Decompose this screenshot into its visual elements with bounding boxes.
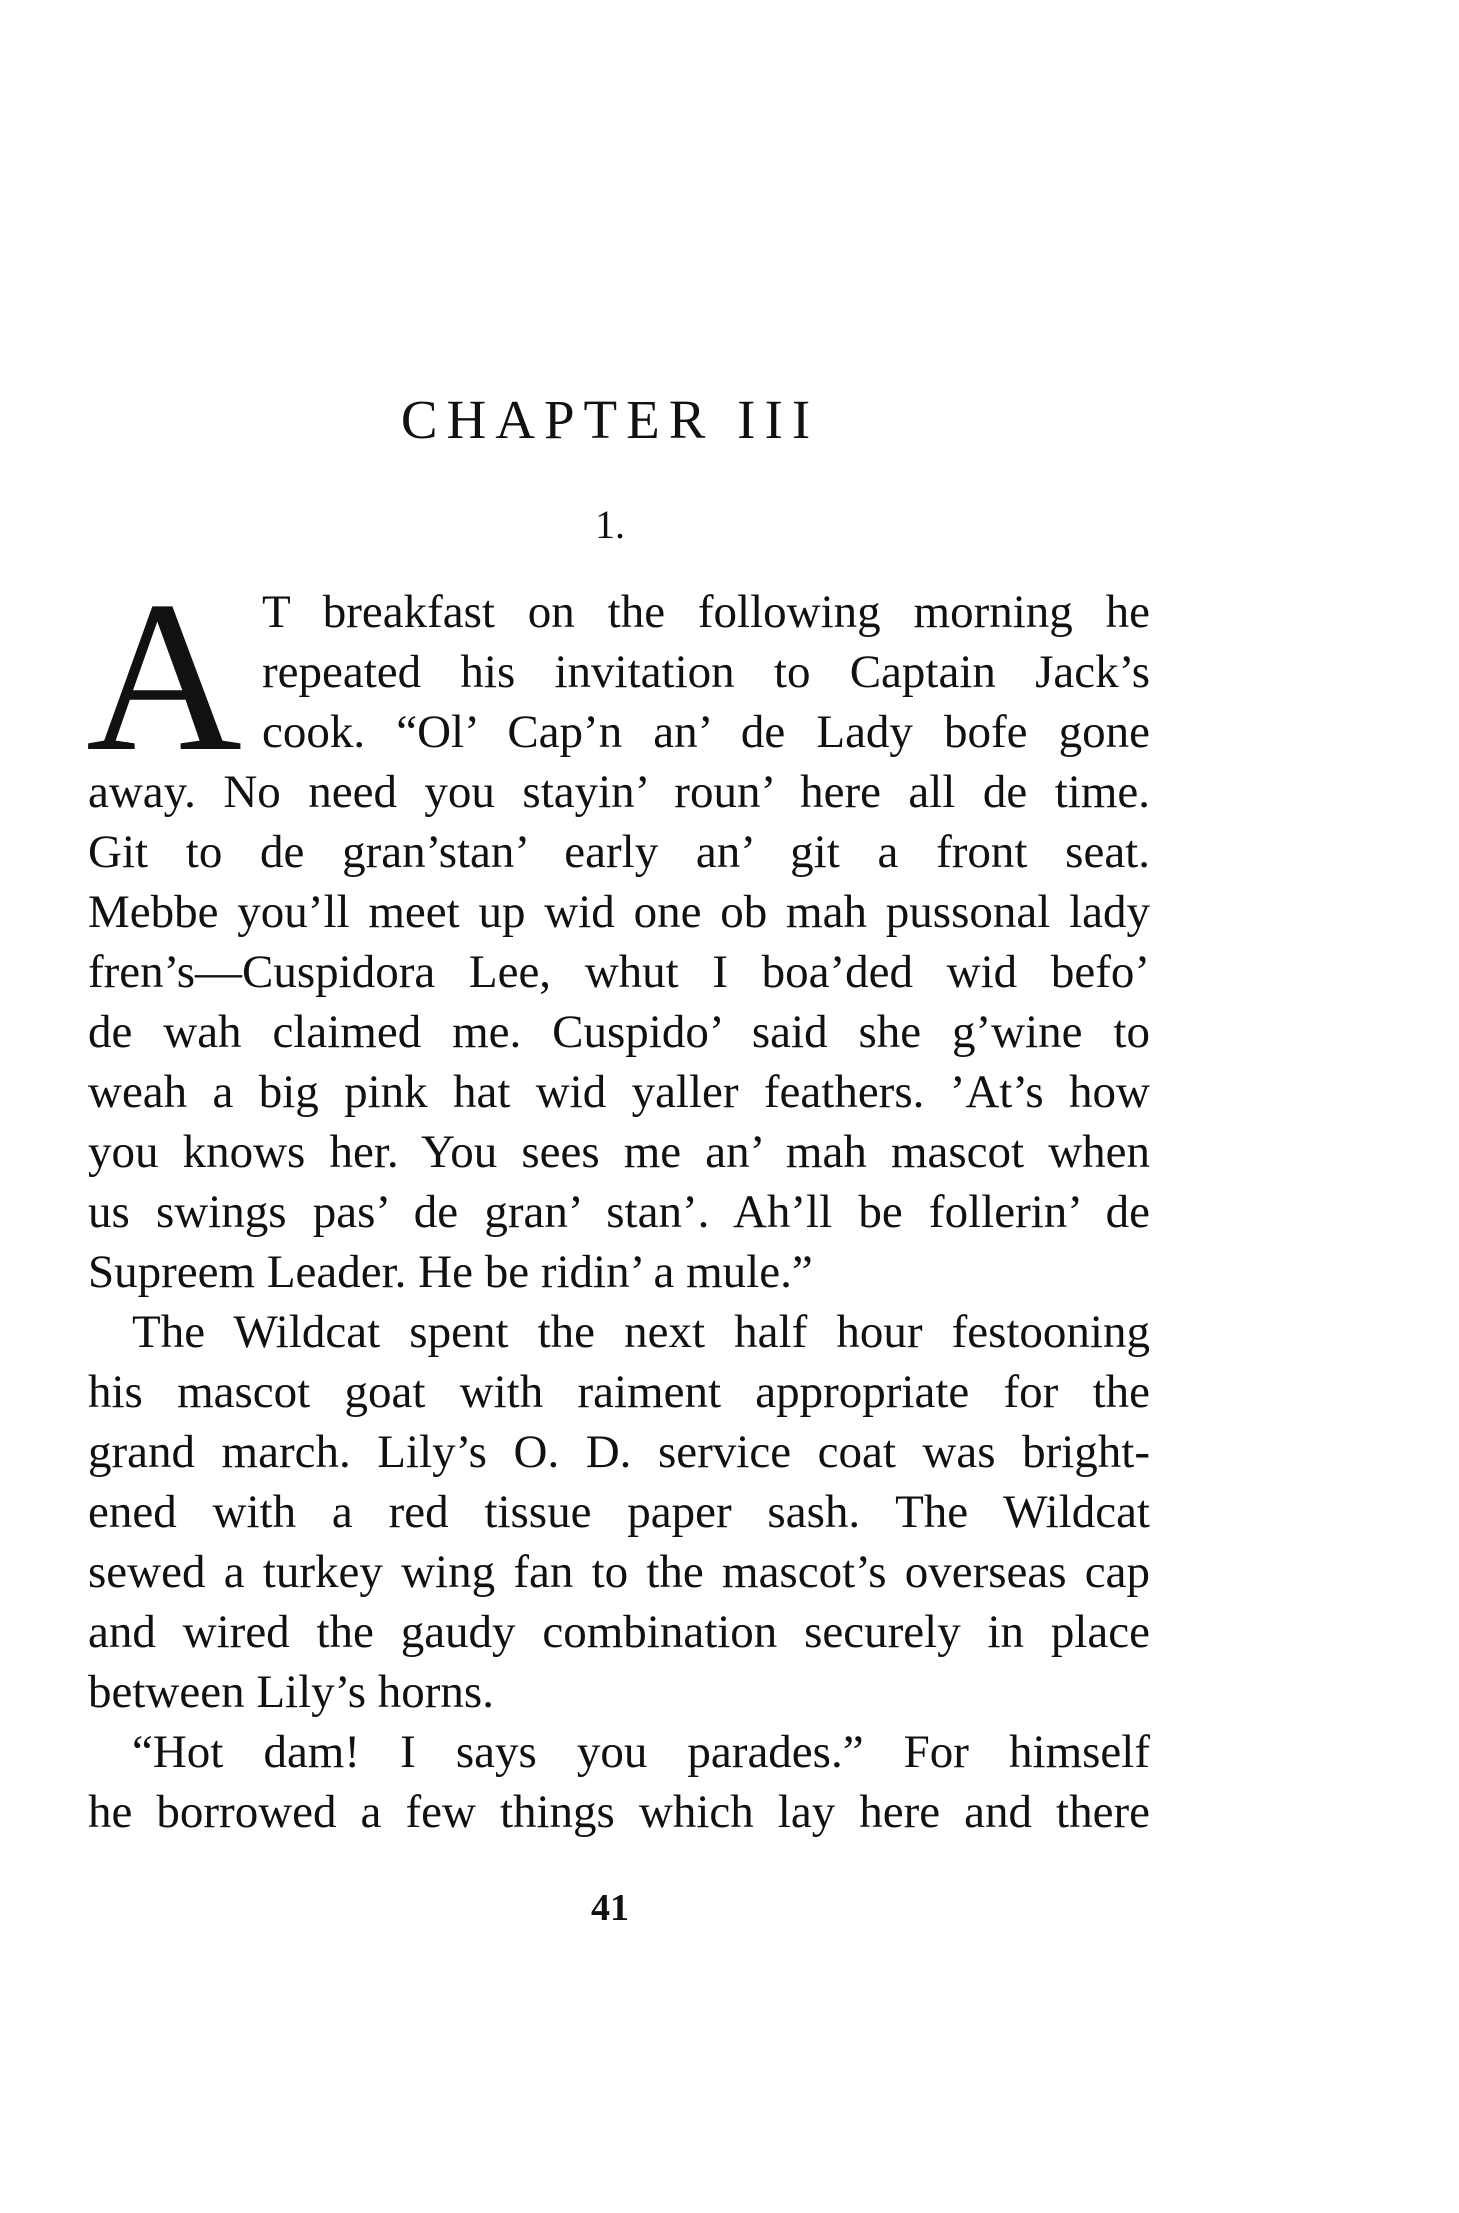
page-number: 41 <box>591 1887 629 1929</box>
chapter-heading: CHAPTER III <box>400 389 820 450</box>
text-line: cook. “Ol’ Cap’n an’ de Lady bofe gone <box>262 706 1150 758</box>
text-line: you knows her. You sees me an’ mah mascot when <box>88 1126 1150 1178</box>
drop-cap: A <box>86 557 242 796</box>
text-line: us swings pas’ de gran’ stan’. Ah’ll be follerin’ de <box>88 1186 1150 1238</box>
text-line: and wired the gaudy combination securely in place <box>88 1606 1150 1658</box>
text-line: “Hot dam! I says you parades.” For himself <box>132 1726 1150 1778</box>
text-line: weah a big pink hat wid yaller feathers. ’At’s how <box>88 1066 1150 1118</box>
text-line: Supreem Leader. He be ridin’ a mule.” <box>88 1246 813 1298</box>
text-line: Git to de gran’stan’ early an’ git a front seat. <box>88 826 1150 878</box>
text-line: Mebbe you’ll meet up wid one ob mah pussonal lady <box>88 886 1150 938</box>
text-line: T breakfast on the following morning he <box>262 586 1150 638</box>
text-line: he borrowed a few things which lay here and there <box>88 1786 1150 1838</box>
text-line: de wah claimed me. Cuspido’ said she g’wine to <box>88 1006 1150 1058</box>
text-line: his mascot goat with raiment appropriate for the <box>88 1366 1150 1418</box>
text-line: sewed a turkey wing fan to the mascot’s overseas cap <box>88 1546 1150 1598</box>
text-line: away. No need you stayin’ roun’ here all de time. <box>88 766 1150 818</box>
text-line: ened with a red tissue paper sash. The Wildcat <box>88 1486 1150 1538</box>
text-line: between Lily’s horns. <box>88 1666 494 1718</box>
text-line: fren’s—Cuspidora Lee, whut I boa’ded wid befo’ <box>88 946 1150 998</box>
section-number: 1. <box>595 502 625 547</box>
text-line: repeated his invitation to Captain Jack’s <box>262 646 1150 698</box>
text-line: The Wildcat spent the next half hour festooning <box>132 1306 1150 1358</box>
text-line: grand march. Lily’s O. D. service coat was bright- <box>88 1426 1150 1478</box>
